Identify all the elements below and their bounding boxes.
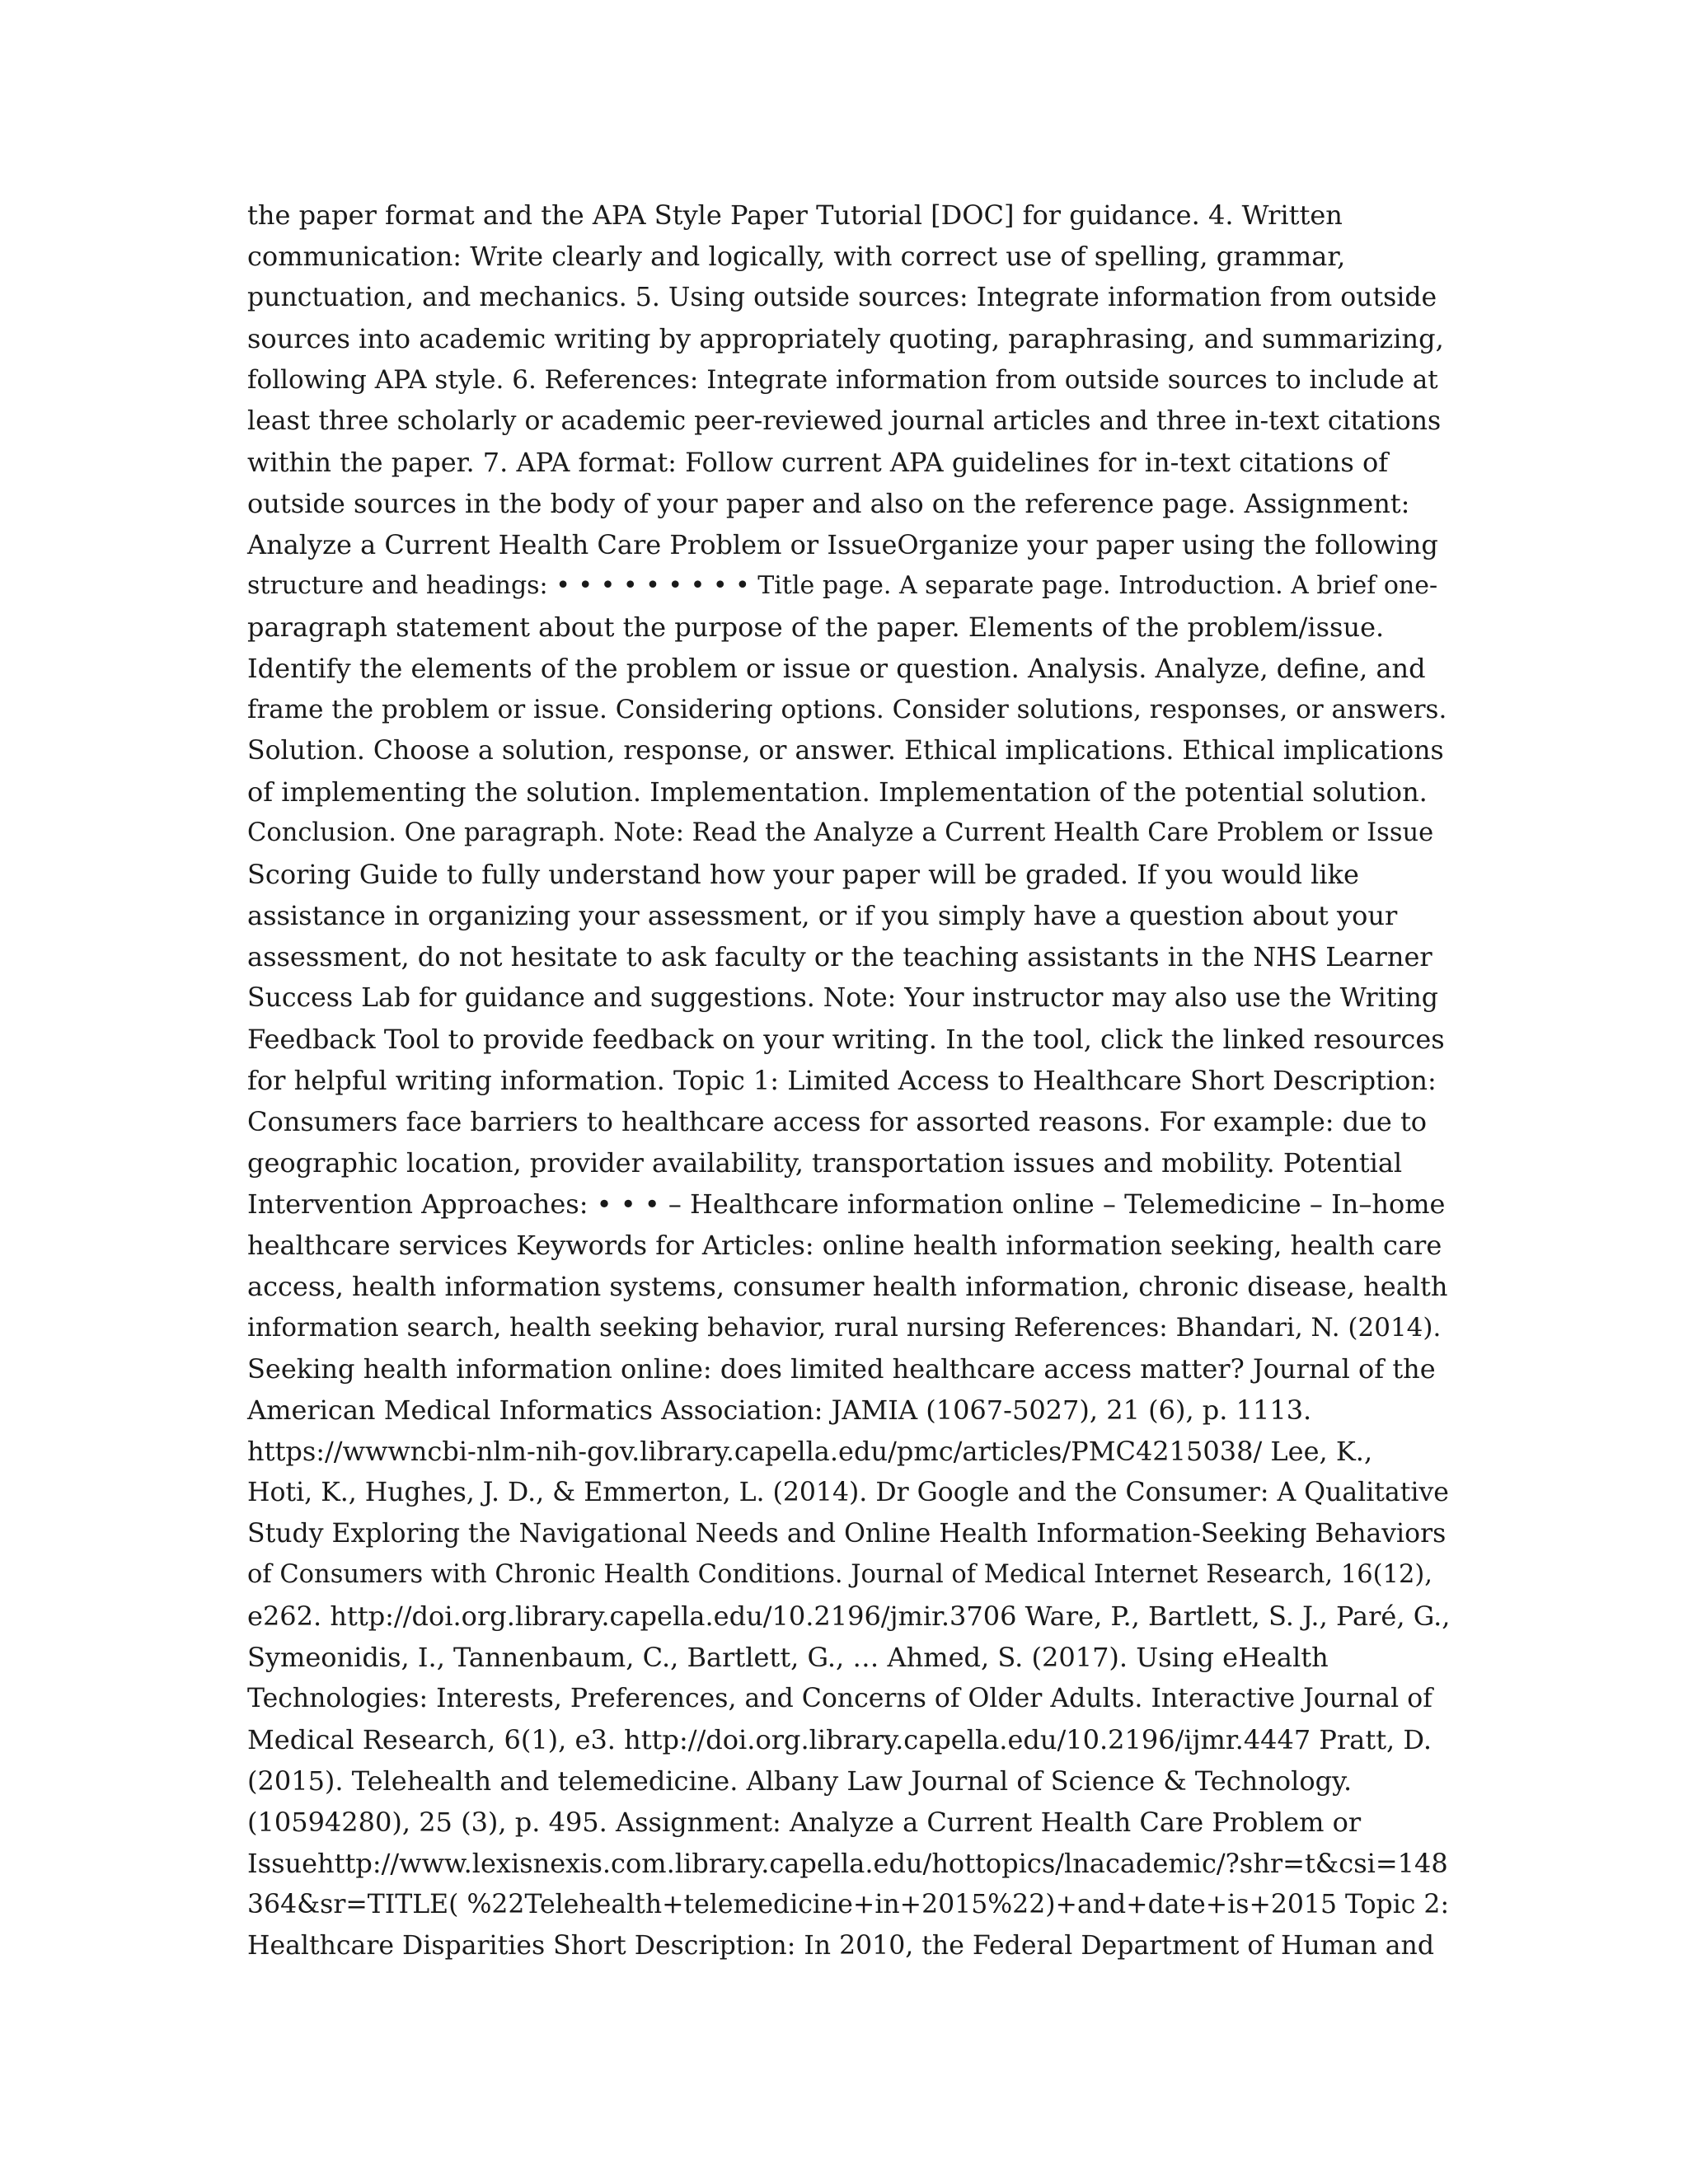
text-line: of implementing the solution. Implementation. Implementation of the potential solution.	[247, 776, 1428, 808]
text-line: Scoring Guide to fully understand how your paper will be graded. If you would like	[247, 859, 1359, 890]
text-line: Feedback Tool to provide feedback on your writing. In the tool, click the linked resources	[247, 1024, 1445, 1055]
text-line: communication: Write clearly and logically, with correct use of spelling, grammar,	[247, 241, 1346, 272]
text-line: healthcare services Keywords for Articles: online health information seeking, health care	[247, 1230, 1442, 1261]
text-line: 364&sr=TITLE( %22Telehealth+telemedicine+in+2015%22)+and+date+is+2015 Topic 2:	[247, 1890, 1450, 1919]
text-line: (2015). Telehealth and telemedicine. Albany Law Journal of Science & Technology.	[247, 1765, 1353, 1797]
text-line: following APA style. 6. References: Integrate information from outside sources to include at	[247, 365, 1438, 395]
text-line: access, health information systems, consumer health information, chronic disease, health	[247, 1271, 1448, 1302]
text-line: e262. http://doi.org.library.capella.edu/10.2196/jmir.3706 Ware, P., Bartlett, S. J., Paré, G.,	[247, 1601, 1451, 1632]
text-line: punctuation, and mechanics. 5. Using outside sources: Integrate information from outside	[247, 283, 1437, 312]
text-line: Identify the elements of the problem or issue or question. Analysis. Analyze, define, and	[247, 653, 1426, 684]
text-line: Solution. Choose a solution, response, or answer. Ethical implications. Ethical implications	[247, 736, 1444, 766]
text-line: Technologies: Interests, Preferences, and Concerns of Older Adults. Interactive Journal of	[247, 1684, 1432, 1713]
text-line: Medical Research, 6(1), e3. http://doi.org.library.capella.edu/10.2196/ijmr.4447 Pratt, D.	[247, 1724, 1432, 1755]
text-line: information search, health seeking behavior, rural nursing References: Bhandari, N. (2014).	[247, 1313, 1442, 1343]
text-line: for helpful writing information. Topic 1: Limited Access to Healthcare Short Description:	[247, 1065, 1437, 1096]
text-line: Conclusion. One paragraph. Note: Read the Analyze a Current Health Care Problem or Issue	[247, 818, 1434, 847]
text-line: Seeking health information online: does limited healthcare access matter? Journal of the	[247, 1353, 1436, 1385]
text-line: outside sources in the body of your paper and also on the reference page. Assignment:	[247, 488, 1410, 519]
text-line: Issuehttp://www.lexisnexis.com.library.capella.edu/hottopics/lnacademic/?shr=t&csi=148	[247, 1848, 1448, 1879]
text-line: sources into academic writing by appropriately quoting, paraphrasing, and summarizing,	[247, 323, 1444, 354]
text-line: Analyze a Current Health Care Problem or IssueOrganize your paper using the following	[247, 529, 1438, 560]
text-line: least three scholarly or academic peer-reviewed journal articles and three in-text citations	[247, 406, 1442, 436]
body-text	[247, 194, 1451, 1966]
text-line: Success Lab for guidance and suggestions. Note: Your instructor may also use the Writing	[247, 983, 1438, 1013]
text-line: Symeonidis, I., Tannenbaum, C., Bartlett, G., … Ahmed, S. (2017). Using eHealth	[247, 1642, 1329, 1673]
text-line: American Medical Informatics Association: JAMIA (1067-5027), 21 (6), p. 1113.	[247, 1394, 1312, 1426]
text-line: frame the problem or issue. Considering options. Consider solutions, responses, or answers.	[247, 695, 1447, 724]
text-line: Hoti, K., Hughes, J. D., & Emmerton, L. (2014). Dr Google and the Consumer: A Qualitative	[247, 1478, 1449, 1507]
text-line: Consumers face barriers to healthcare access for assorted reasons. For example: due to	[247, 1106, 1428, 1137]
text-line: the paper format and the APA Style Paper Tutorial [DOC] for guidance. 4. Written	[247, 199, 1343, 231]
text-line: assistance in organizing your assessment, or if you simply have a question about your	[247, 900, 1398, 931]
text-line: structure and headings: • • • • • • • • • Title page. A separate page. Introduction. A brief one-	[247, 571, 1438, 600]
text-line: within the paper. 7. APA format: Follow current APA guidelines for in-text citations of	[247, 447, 1389, 478]
text-line: geographic location, provider availability, transportation issues and mobility. Potential	[247, 1147, 1403, 1179]
text-line: https://wwwncbi-nlm-nih-gov.library.capella.edu/pmc/articles/PMC4215038/ Lee, K.,	[247, 1436, 1373, 1467]
text-line: Intervention Approaches: • • • – Healthcare information online – Telemedicine – In–home	[247, 1188, 1446, 1220]
text-line: paragraph statement about the purpose of the paper. Elements of the problem/issue.	[247, 612, 1385, 643]
text-line: Study Exploring the Navigational Needs and Online Health Information-Seeking Behaviors	[247, 1519, 1447, 1549]
text-line: Healthcare Disparities Short Description: In 2010, the Federal Department of Human and	[247, 1931, 1434, 1961]
text-line: assessment, do not hesitate to ask faculty or the teaching assistants in the NHS Learner	[247, 941, 1432, 972]
text-line: of Consumers with Chronic Health Conditions. Journal of Medical Internet Research, 16(12),	[247, 1560, 1432, 1589]
text-line: (10594280), 25 (3), p. 495. Assignment: Analyze a Current Health Care Problem or	[247, 1807, 1362, 1838]
